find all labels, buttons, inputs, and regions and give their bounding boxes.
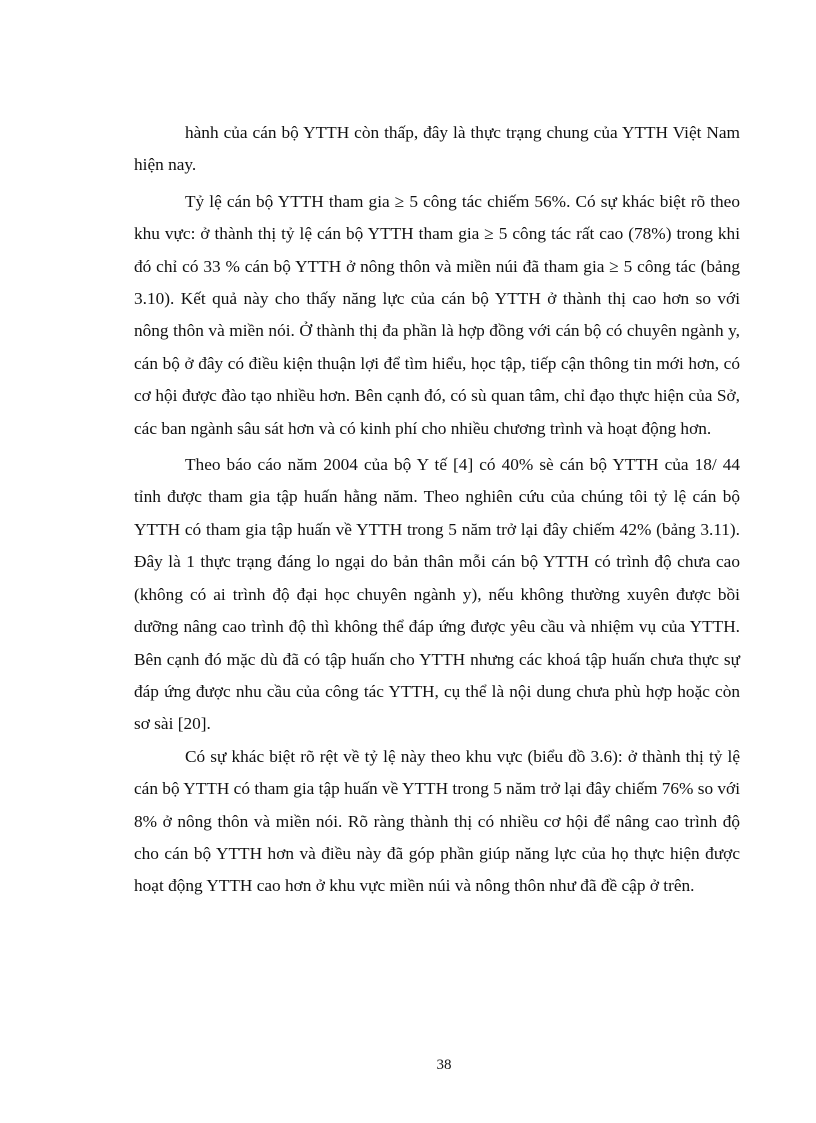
paragraph-1: hành của cán bộ YTTH còn thấp, đây là thực trạng chung của YTTH Việt Nam hiện nay. (134, 123, 740, 175)
body-text (134, 117, 740, 903)
paragraph-2: Tỷ lệ cán bộ YTTH tham gia ≥ 5 công tác chiếm 56%. Có sự khác biệt rõ theo khu vực: ở thành thị tỷ lệ cán bộ YTTH tham gia ≥ 5 công tác rất cao (78%) trong khi đó chỉ có 33 % cán bộ YTTH ở nông thôn và miền núi đã tham gia ≥ 5 công tác (bảng 3.10). Kết quả này cho thấy năng lực của cán bộ YTTH ở thành thị cao hơn so với nông thôn và miền nói. Ở thành thị đa phần là hợp đồng với cán bộ có chuyên ngành y, cán bộ ở đây có điều kiện thuận lợi để tìm hiểu, học tập, tiếp cận thông tin mới hơn, có cơ hội được đào tạo nhiều hơn. Bên cạnh đó, có sù quan tâm, chỉ đạo thực hiện của Sở, các ban ngành sâu sát hơn và có kinh phí cho nhiều chương trình và hoạt động hơn. (134, 191, 740, 438)
page-number: 38 (436, 1057, 452, 1073)
paragraph-4: Có sự khác biệt rõ rệt về tỷ lệ này theo khu vực (biểu đồ 3.6): ở thành thị tỷ lệ cán bộ YTTH có tham gia tập huấn về YTTH trong 5 năm trở lại đây chiếm 76% so với 8% ở nông thôn và miền nói. Rõ ràng thành thị có nhiều cơ hội để nâng cao trình độ cho cán bộ YTTH hơn và điều này đã góp phần giúp năng lực của họ thực hiện được hoạt động YTTH cao hơn ở khu vực miền núi và nông thôn như đã đề cập ở trên. (134, 746, 740, 896)
paragraph-3: Theo báo cáo năm 2004 của bộ Y tế [4] có 40% sè cán bộ YTTH của 18/ 44 tỉnh được tham gia tập huấn hằng năm. Theo nghiên cứu của chúng tôi tỷ lệ cán bộ YTTH có tham gia tập huấn về YTTH trong 5 năm trở lại đây chiếm 42% (bảng 3.11). Đây là 1 thực trạng đáng lo ngại do bản thân mỗi cán bộ YTTH có trình độ chưa cao (không có ai trình độ đại học chuyên ngành y), nếu không thường xuyên được bồi dưỡng nâng cao trình độ thì không thể đáp ứng được yêu cầu và nhiệm vụ của YTTH. Bên cạnh đó mặc dù đã có tập huấn cho YTTH nhưng các khoá tập huấn chưa thực sự đáp ứng được nhu cầu của công tác YTTH, cụ thể là nội dung chưa phù hợp hoặc còn sơ sài [20]. (134, 455, 740, 734)
